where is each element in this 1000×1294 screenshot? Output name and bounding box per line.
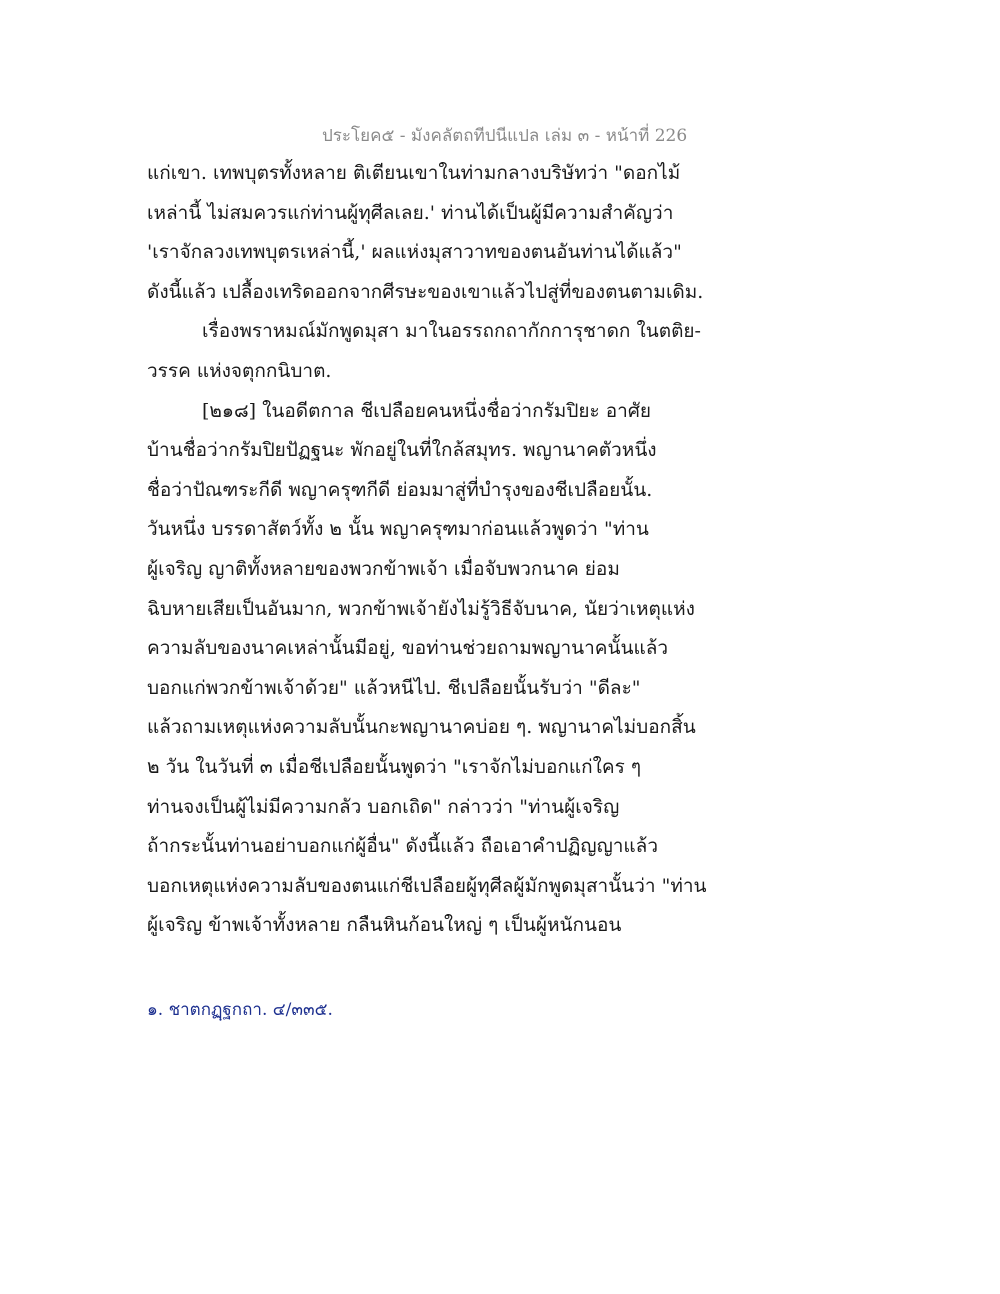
text-line: บอกแก่พวกข้าพเจ้าด้วย" แล้วหนีไป. ชีเปลือยนั้นรับว่า "ดีละ" [147, 676, 641, 699]
text-line: บอกเหตุแห่งความลับของตนแก่ชีเปลือยผู้ทุศีลผู้มักพูดมุสานั้นว่า "ท่าน [147, 874, 707, 897]
text-line: ถ้ากระนั้นท่านอย่าบอกแก่ผู้อื่น" ดังนี้แล้ว ถือเอาคำปฏิญญาแล้ว [147, 835, 658, 858]
body-text [147, 158, 707, 950]
text-line: ฉิบหายเสียเป็นอันมาก, พวกข้าพเจ้ายังไม่รู้วิธีจับนาค, นัยว่าเหตุแห่ง [147, 597, 695, 620]
text-line: 'เราจักลวงเทพบุตรเหล่านี้,' ผลแห่งมุสาวาทของตนอันท่านได้แล้ว" [147, 241, 682, 264]
text-line: ผู้เจริญ ญาติทั้งหลายของพวกข้าพเจ้า เมื่อจับพวกนาค ย่อม [147, 557, 620, 580]
paragraph-start-line: เรื่องพราหมณ์มักพูดมุสา มาในอรรถกถากักการุชาดก ในตติย- [202, 320, 701, 343]
text-line: แก่เขา. เทพบุตรทั้งหลาย ติเตียนเขาในท่ามกลางบริษัทว่า "ดอกไม้ [147, 162, 681, 184]
text-line: ๒ วัน ในวันที่ ๓ เมื่อชีเปลือยนั้นพูดว่า "เราจักไม่บอกแก่ใคร ๆ [147, 755, 642, 778]
running-header: ประโยค๕ - มังคลัตถทีปนีแปล เล่ม ๓ - หน้าที่ 226 [322, 126, 688, 146]
footnote: ๑. ชาตกฏฺฐกถา. ๔/๓๓๕. [147, 1000, 333, 1020]
text-line: บ้านชื่อว่ากรัมปิยปัฏฐนะ พักอยู่ในที่ใกล้สมุทร. พญานาคตัวหนึ่ง [147, 439, 657, 462]
text-line: วันหนึ่ง บรรดาสัตว์ทั้ง ๒ นั้น พญาครุฑมาก่อนแล้วพูดว่า "ท่าน [147, 518, 649, 541]
text-line: วรรค แห่งจตุกกนิบาต. [147, 359, 332, 382]
text-line: แล้วถามเหตุแห่งความลับนั้นกะพญานาคบ่อย ๆ. พญานาคไม่บอกสิ้น [147, 716, 696, 739]
text-line: ชื่อว่าปัณฑระกีดี พญาครุฑกีดี ย่อมมาสู่ที่บำรุงของชีเปลือยนั้น. [147, 478, 653, 501]
text-line: เหล่านี้ ไม่สมควรแก่ท่านผู้ทุศีลเลย.' ท่านได้เป็นผู้มีความสำคัญว่า [147, 201, 674, 224]
paragraph-start-line: [๒๑๘] ในอดีตกาล ชีเปลือยคนหนึ่งชื่อว่ากรัมปิยะ อาศัย [202, 399, 652, 422]
text-line: ดังนี้แล้ว เปลื้องเทริดออกจากศีรษะของเขาแล้วไปสู่ที่ของตนตามเดิม. [147, 280, 704, 303]
text-line: ผู้เจริญ ข้าพเจ้าทั้งหลาย กลืนหินก้อนใหญ่ ๆ เป็นผู้หนักนอน [147, 914, 622, 937]
text-line: ความลับของนาคเหล่านั้นมีอยู่, ขอท่านช่วยถามพญานาคนั้นแล้ว [147, 637, 669, 660]
text-line: ท่านจงเป็นผู้ไม่มีความกลัว บอกเถิด" กล่าวว่า "ท่านผู้เจริญ [147, 795, 620, 818]
